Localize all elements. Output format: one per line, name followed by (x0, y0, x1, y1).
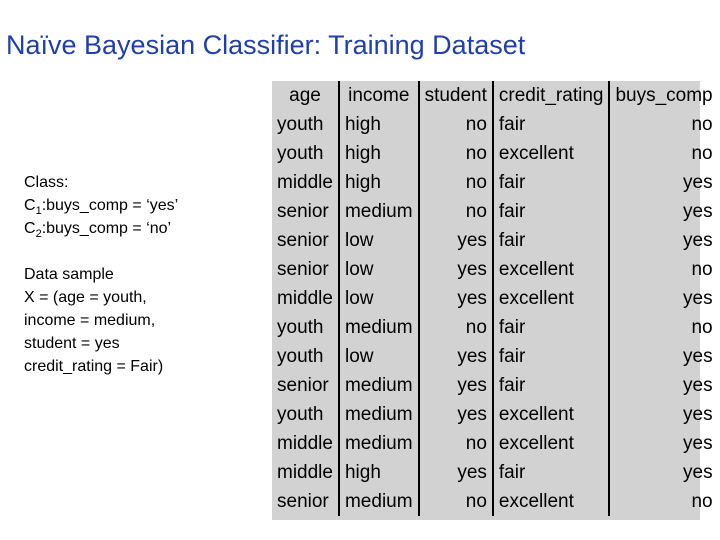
cell-buys-comp: yes (683, 201, 713, 222)
table-row (272, 429, 718, 458)
cell-income: low (339, 255, 419, 284)
cell-student: yes (419, 284, 493, 313)
cell-income: high (339, 458, 419, 487)
cell-credit-rating: fair (493, 168, 610, 197)
table-row (272, 371, 718, 400)
cell-student: yes (419, 458, 493, 487)
cell-age: youth (272, 139, 339, 168)
cell-age: senior (272, 197, 339, 226)
cell-income: low (339, 342, 419, 371)
sample-line: student = yes (24, 335, 120, 352)
cell-credit-rating: excellent (493, 429, 610, 458)
cell-income: medium (339, 487, 419, 516)
table-row (272, 342, 718, 371)
cell-student: no (419, 110, 493, 139)
cell-credit-rating: fair (493, 197, 610, 226)
cell-credit-rating: excellent (493, 255, 610, 284)
cell-age: middle (272, 429, 339, 458)
cell-buys-comp: yes (683, 375, 713, 396)
cell-student: yes (419, 255, 493, 284)
table-row (272, 139, 718, 168)
cell-student: no (419, 429, 493, 458)
table-row (272, 226, 718, 255)
cell-credit-rating: excellent (493, 487, 610, 516)
header-credit-rating: credit_rating (493, 81, 610, 110)
cell-income: medium (339, 429, 419, 458)
cell-income: high (339, 110, 419, 139)
class-1-definition (24, 194, 264, 217)
cell-student: no (419, 197, 493, 226)
cell-age: middle (272, 458, 339, 487)
cell-age: youth (272, 400, 339, 429)
sample-line: Data sample (24, 266, 114, 283)
cell-student: no (419, 487, 493, 516)
cell-credit-rating: fair (493, 342, 610, 371)
cell-age: senior (272, 226, 339, 255)
cell-credit-rating: fair (493, 110, 610, 139)
cell-age: youth (272, 313, 339, 342)
cell-buys-comp: no (691, 143, 713, 164)
table-body (272, 110, 718, 516)
cell-income: low (339, 284, 419, 313)
cell-buys-comp: no (691, 259, 713, 280)
cell-buys-comp: no (691, 114, 713, 135)
cell-buys-comp: yes (683, 172, 713, 193)
cell-buys-comp: yes (683, 404, 713, 425)
header-income: income (339, 81, 419, 110)
cell-age: senior (272, 487, 339, 516)
class-1-rule: :buys_comp = ‘yes’ (41, 197, 179, 214)
cell-income: high (339, 139, 419, 168)
cell-buys-comp: yes (683, 230, 713, 251)
table-row (272, 168, 718, 197)
class-description (24, 171, 264, 378)
training-dataset-table (272, 81, 713, 520)
class-heading: Class: (24, 174, 69, 191)
class-2-subscript: 2 (35, 228, 42, 241)
class-2-definition (24, 217, 264, 240)
cell-credit-rating: fair (493, 371, 610, 400)
sample-line: credit_rating = Fair) (24, 358, 164, 375)
cell-credit-rating: fair (493, 458, 610, 487)
cell-income: medium (339, 313, 419, 342)
cell-student: yes (419, 371, 493, 400)
table-row (272, 487, 718, 516)
cell-student: yes (419, 400, 493, 429)
table-row (272, 110, 718, 139)
table-row (272, 255, 718, 284)
cell-student: yes (419, 226, 493, 255)
class-2-rule: :buys_comp = ‘no’ (41, 220, 172, 237)
cell-credit-rating: fair (493, 226, 610, 255)
cell-age: youth (272, 110, 339, 139)
header-student: student (419, 81, 493, 110)
cell-buys-comp: yes (683, 288, 713, 309)
cell-credit-rating: excellent (493, 284, 610, 313)
table-row (272, 313, 718, 342)
cell-age: youth (272, 342, 339, 371)
cell-credit-rating: excellent (493, 400, 610, 429)
table-row (272, 458, 718, 487)
cell-income: medium (339, 371, 419, 400)
cell-student: no (419, 313, 493, 342)
cell-buys-comp: yes (683, 462, 713, 483)
cell-income: medium (339, 400, 419, 429)
table-header-row (272, 81, 718, 110)
table-row (272, 284, 718, 313)
table-row (272, 400, 718, 429)
class-1-subscript: 1 (35, 205, 42, 218)
sample-line: income = medium, (24, 312, 156, 329)
cell-age: senior (272, 255, 339, 284)
cell-age: middle (272, 284, 339, 313)
class-2-letter: C (24, 220, 36, 237)
header-age: age (272, 81, 339, 110)
cell-buys-comp: yes (683, 433, 713, 454)
header-buys-comp: buys_comp (615, 85, 713, 106)
cell-buys-comp: yes (683, 346, 713, 367)
cell-credit-rating: fair (493, 313, 610, 342)
cell-age: senior (272, 371, 339, 400)
sample-line: X = (age = youth, (24, 289, 147, 306)
cell-income: high (339, 168, 419, 197)
slide-title: Naïve Bayesian Classifier: Training Dataset (6, 30, 526, 60)
cell-income: medium (339, 197, 419, 226)
cell-student: no (419, 168, 493, 197)
cell-buys-comp: no (691, 317, 713, 338)
cell-buys-comp: no (691, 491, 713, 512)
cell-student: no (419, 139, 493, 168)
cell-student: yes (419, 342, 493, 371)
table-row (272, 197, 718, 226)
class-1-letter: C (24, 197, 36, 214)
cell-age: middle (272, 168, 339, 197)
cell-credit-rating: excellent (493, 139, 610, 168)
cell-income: low (339, 226, 419, 255)
